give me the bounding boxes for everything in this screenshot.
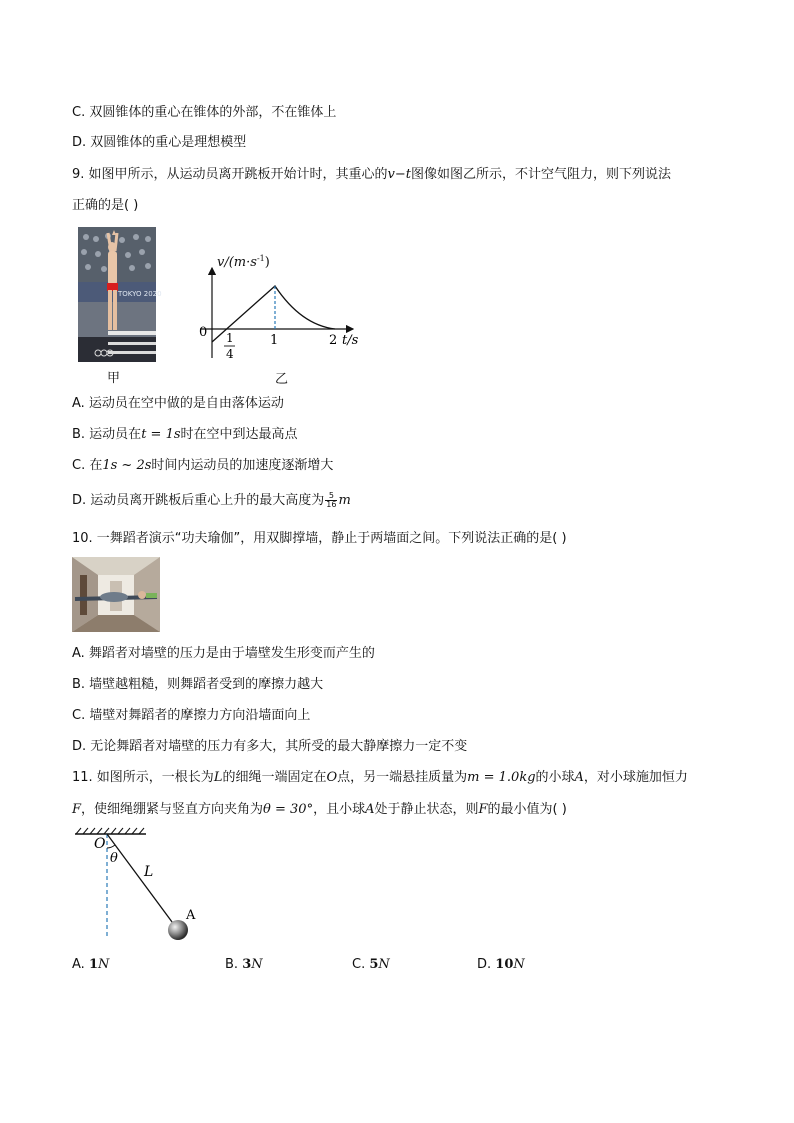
tick-frac-den: 4 — [226, 347, 234, 361]
q8-option-d: D. 双圆锥体的重心是理想模型 — [72, 135, 247, 150]
q9-option-b: B. 运动员在t = 1s时在空中到达最高点 — [72, 427, 298, 442]
q10-option-c: C. 墙壁对舞蹈者的摩擦力方向沿墙面向上 — [72, 708, 311, 723]
q8-option-c: C. 双圆锥体的重心在锥体的外部，不在锥体上 — [72, 105, 337, 120]
figure-jia-caption: 甲 — [107, 371, 121, 386]
yoga-photo — [72, 557, 160, 632]
ceiling-hatch — [76, 828, 144, 834]
v-axis-label: $v/(m\cdot s^{-1})$ — [217, 254, 270, 270]
q11-choice-c: C. 5N — [352, 957, 390, 972]
q11-stem-line2: F，使细绳绷紧与竖直方向夹角为θ = 30°，且小球A处于静止状态，则F的最小值为( ) — [72, 802, 567, 817]
q11-choice-d: D. 10N — [477, 957, 525, 972]
diver-photo — [78, 227, 162, 362]
theta-label: θ — [110, 851, 118, 866]
q11-stem: 11. 如图所示，一根长为L的细绳一端固定在O点，另一端悬挂质量为m = 1.0kg的小球A，对小球施加恒力 — [72, 770, 688, 785]
vt-graph — [195, 248, 370, 368]
tokyo-banner-text: TOKYO 2020 — [118, 290, 162, 298]
q9-option-d: D. 运动员离开跳板后重心上升的最大高度为 $\frac{5}{16}$ m — [72, 491, 351, 509]
q10-option-a: A. 舞蹈者对墙壁的压力是由于墙壁发生形变而产生的 — [72, 646, 375, 661]
q10-option-b: B. 墙壁越粗糙，则舞蹈者受到的摩擦力越大 — [72, 677, 324, 692]
height-fraction: $\frac{5}{16}$ — [326, 491, 337, 509]
string-line — [107, 834, 175, 926]
point-o-label: O — [94, 836, 106, 852]
q9-stem-line2: 正确的是( ) — [72, 198, 139, 213]
pendulum-diagram — [70, 826, 210, 946]
ball-a — [168, 920, 188, 940]
tick-label-2: 2 — [329, 333, 338, 348]
q11-choice-b: B. 3N — [225, 957, 263, 972]
q10-stem: 10. 一舞蹈者演示“功夫瑜伽”，用双脚撑墙，静止于两墙面之间。下列说法正确的是( ) — [72, 531, 567, 546]
t-axis-label: t/s — [342, 333, 359, 348]
q10-option-d: D. 无论舞蹈者对墙壁的压力有多大，其所受的最大静摩擦力一定不变 — [72, 739, 468, 754]
origin-label: 0 — [199, 325, 208, 340]
q11-choice-a: A. 1N — [72, 957, 110, 972]
ball-a-label: A — [186, 908, 196, 923]
tick-label-1: 1 — [270, 333, 279, 348]
figure-yi-caption: 乙 — [275, 372, 289, 387]
q9-stem: 9. 如图甲所示，从运动员离开跳板开始计时，其重心的v−t图像如图乙所示，不计空气阻力，则下列说法 — [72, 167, 672, 182]
q9-option-a: A. 运动员在空中做的是自由落体运动 — [72, 396, 284, 411]
length-l-label: L — [144, 864, 154, 880]
angle-arc — [107, 845, 115, 848]
tick-frac-num: 1 — [226, 331, 234, 345]
q9-option-c: C. 在1s ~ 2s时间内运动员的加速度逐渐增大 — [72, 458, 334, 473]
